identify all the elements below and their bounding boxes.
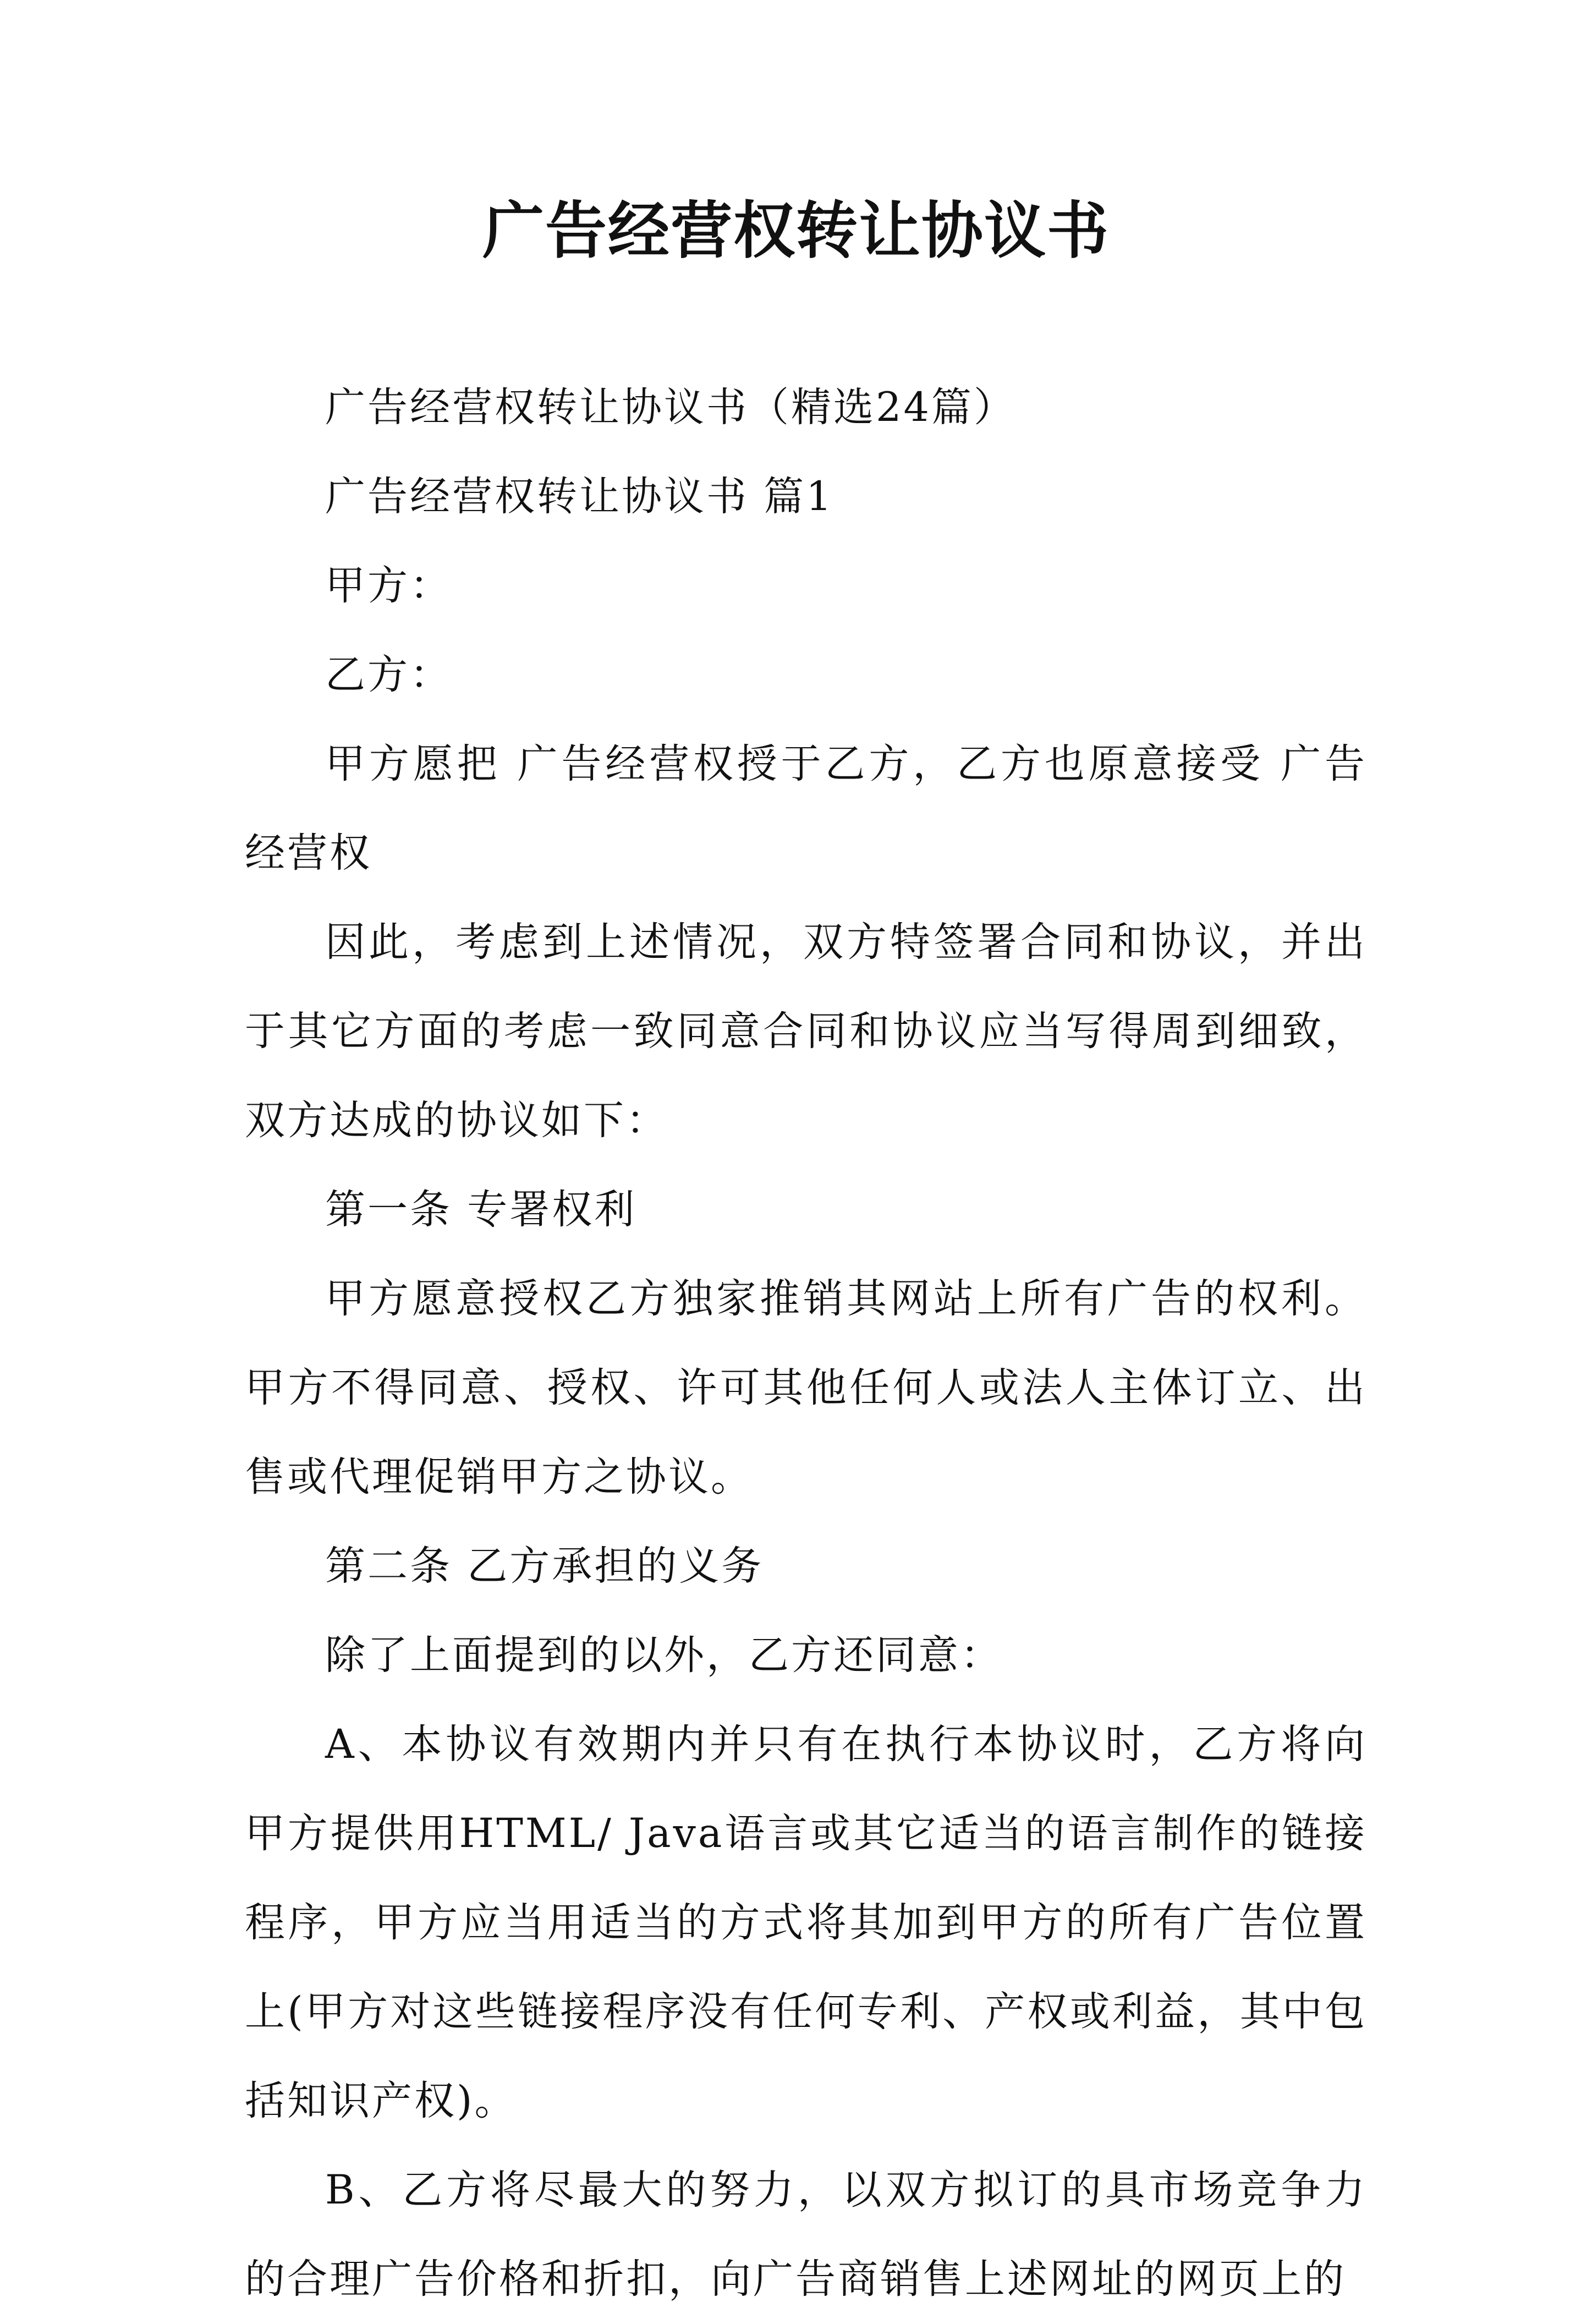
paragraph-article-1-heading: 第一条 专署权利 [325, 1186, 637, 1233]
paragraph-section-heading: 广告经营权转让协议书 篇1 [325, 473, 834, 520]
paragraph-grant: 甲方愿把 广告经营权授于乙方，乙方也原意接受 广告经营权 [245, 741, 1367, 876]
paragraph-clause-b: B、乙方将尽最大的努力，以双方拟订的具市场竞争力的合理广告价格和折扣，向广告商销售上述网址的网页上的 [245, 2167, 1367, 2303]
paragraph-clause-a: A、本协议有效期内并只有在执行本协议时，乙方将向甲方提供用HTML/ Java语言或其它适当的语言制作的链接程序，甲方应当用适当的方式将其加到甲方的所有广告位置上(甲方对这些链接程序没有任何专利、产权或利益，其中包括知识产权)。 [245, 1721, 1368, 2124]
paragraph-article-2-heading: 第二条 乙方承担的义务 [325, 1543, 764, 1589]
document-body [245, 363, 1367, 2324]
document-title: 广告经营权转让协议书 [482, 195, 1110, 267]
paragraph-article-1-body: 甲方愿意授权乙方独家推销其网站上所有广告的权利。甲方不得同意、授权、许可其他任何人或法人主体订立、出售或代理促销甲方之协议。 [245, 1275, 1367, 1500]
paragraph-collection-title: 广告经营权转让协议书（精选24篇） [325, 384, 1016, 431]
paragraph-article-2-intro: 除了上面提到的以外，乙方还同意： [325, 1632, 1003, 1679]
paragraph-party-a: 甲方： [325, 562, 452, 609]
paragraph-preamble: 因此，考虑到上述情况，双方特签署合同和协议，并出于其它方面的考虑一致同意合同和协议应当写得周到细致，双方达成的协议如下： [245, 919, 1367, 1144]
paragraph-party-b: 乙方： [325, 651, 452, 698]
